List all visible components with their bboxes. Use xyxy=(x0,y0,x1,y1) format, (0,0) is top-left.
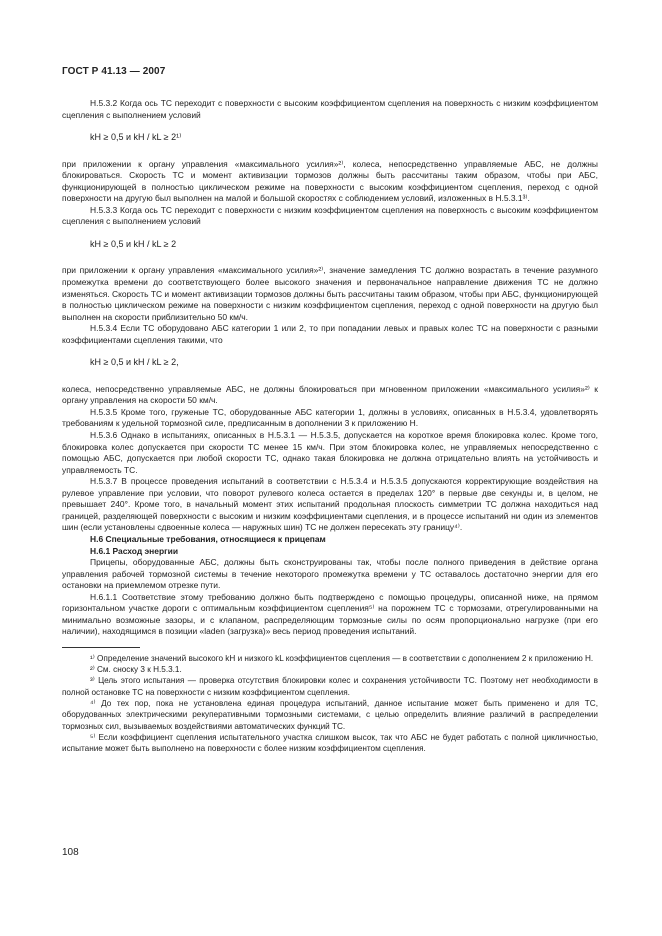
paragraph-h533: Н.5.3.3 Когда ось ТС переходит с поверхности с низким коэффициентом сцепления на поверхность с высоким коэффициентом сцепления с выполнением условий xyxy=(62,204,598,227)
formula-condition-3: kH ≥ 0,5 и kH / kL ≥ 2, xyxy=(90,357,179,368)
paragraph-h533-cont: при приложении к органу управления «максимального усилия»²⁾, значение замедления ТС должно возрастать в течение разумного промежутка времени до соответствующего более высокого значения и первоначальное направление движения ТС не должно изменяться. Скорость ТС и момент активизации тормозов должны быть рассчитаны таким образом, чтобы при АБС, функционирующей в полностью циклическом режиме на поверхности с низким коэффициентом сцепления, переход с одной поверхности на другую был выполнен на скорости приблизительно 50 км/ч. xyxy=(62,265,598,322)
section-heading-h6: Н.6 Специальные требования, относящиеся к прицепам xyxy=(90,533,326,544)
paragraph-h534-cont: колеса, непосредственно управляемые АБС, не должны блокироваться при мгновенном приложении «максимального усилия»²⁾ к органу управления на скорости 50 км/ч. xyxy=(62,383,598,406)
paragraph-h611: Н.6.1.1 Соответствие этому требованию должно быть подтверждено с помощью процедуры, описанной ниже, на прямом горизонтальном участке дороги с оптимальным коэффициентом сцепления⁵⁾ на порожнем ТС с тормозами, отрегулированными на минимально возможные зазоры, и с клапаном, распределяющим тормозные силы по осям пропорционально нагрузке (при его наличии), находящимся в позиции «laden (загрузка)» весь период проведения испытаний. xyxy=(62,591,598,637)
paragraph-h535: Н.5.3.5 Кроме того, груженые ТС, оборудованные АБС категории 1, должны в условиях, описанных в Н.5.3.4, удовлетворять требованиям к удельной тормозной силе, предписанным в дополнении 3 к приложению Н. xyxy=(62,406,598,429)
footnote-3: ³⁾ Цель этого испытания — проверка отсутствия блокировки колес и сохранения устойчивости ТС. Поэтому нет необходимости в полной остановке ТС на поверхности с низким коэффициентом сцепления. xyxy=(62,676,598,697)
paragraph-h532-cont: при приложении к органу управления «максимального усилия»²⁾, колеса, непосредственно управляемые АБС, не должны блокироваться. Скорость ТС и момент активизации тормозов должны быть рассчитаны таким образом, чтобы при АБС, функционирующей в полностью циклическом режиме на поверхности с высоким коэффициентом сцепления, переход с одной поверхности на другую был выполнен на малой и большой скоростях с соблюдением условий, изложенных в Н.5.3.1³⁾. xyxy=(62,158,598,204)
footnote-divider xyxy=(62,647,140,648)
paragraph-h61: Прицепы, оборудованные АБС, должны быть сконструированы так, чтобы после полного приведения в действие органа управления рабочей тормозной системы в течение некоторого промежутка времени у ТС оставалось достаточно энергии для его остановки на приемлемом отрезке пути. xyxy=(62,557,598,591)
paragraph-h534: Н.5.3.4 Если ТС оборудовано АБС категории 1 или 2, то при попадании левых и правых колес ТС на поверхности с разными коэффициентами сцепления такими, что xyxy=(62,323,598,345)
paragraph-h532: Н.5.3.2 Когда ось ТС переходит с поверхности с высоким коэффициентом сцепления на поверхность с низким коэффициентом сцепления с выполнением условий xyxy=(62,98,598,120)
paragraph-h536: Н.5.3.6 Однако в испытаниях, описанных в Н.5.3.1 — Н.5.3.5, допускается на короткое время блокировка колес. Кроме того, блокировка колес допускается при скорости ТС менее 15 км/ч. При этом блокировка колес, не управляемых непосредственно с помощью АБС, допускается при любой скорости ТС, однако такая блокировка не должна отрицательно влиять на устойчивость и управляемость ТС. xyxy=(62,430,598,475)
page-number: 108 xyxy=(62,847,79,858)
paragraph-h537: Н.5.3.7 В процессе проведения испытаний в соответствии с Н.5.3.4 и Н.5.3.5 допускаются корректирующие воздействия на рулевое управление при условии, что поворот рулевого колеса остается в пределах 120° в первые две секунды и, в целом, не превышает 240°. Кроме того, в начальный момент этих испытаний продольная плоскость симметрии ТС должна находиться над границей, разделяющей поверхности с высоким и низким коэффициентами сцепления, и в процессе испытаний ни один из элементов шин (если установлены сдвоенные колеса — наружных шин) ТС не должен пересекать эту границу⁴⁾. xyxy=(62,476,598,533)
footnote-2: ²⁾ См. сноску 3 к Н.5.3.1. xyxy=(90,665,182,675)
footnote-1: ¹⁾ Определение значений высокого kH и низкого kL коэффициентов сцепления — в соответствии с дополнением 2 к приложению Н. xyxy=(90,653,594,663)
formula-condition-2: kH ≥ 0,5 и kH / kL ≥ 2 xyxy=(90,238,177,249)
footnote-5: ⁵⁾ Если коэффициент сцепления испытательного участка слишком высок, так что АБС не будет работать с полной цикличностью, испытание может быть выполнено на поверхности с более низким коэффициентом сцепления. xyxy=(62,732,598,754)
page-header: ГОСТ Р 41.13 — 2007 xyxy=(62,66,166,77)
document-body xyxy=(62,98,598,755)
footnote-4: ⁴⁾ До тех пор, пока не установлена единая процедура испытаний, данное испытание может быть применено и для ТС, оборудованных электрическими рекуперативными тормозными системами, с целью определить влияние различий в распределении тормозных сил, вызываемых воздействиями автоматических функций ТС. xyxy=(62,699,598,731)
section-heading-h61: Н.6.1 Расход энергии xyxy=(90,545,179,556)
formula-condition-1: kH ≥ 0,5 и kH / kL ≥ 2¹⁾ xyxy=(90,132,182,143)
